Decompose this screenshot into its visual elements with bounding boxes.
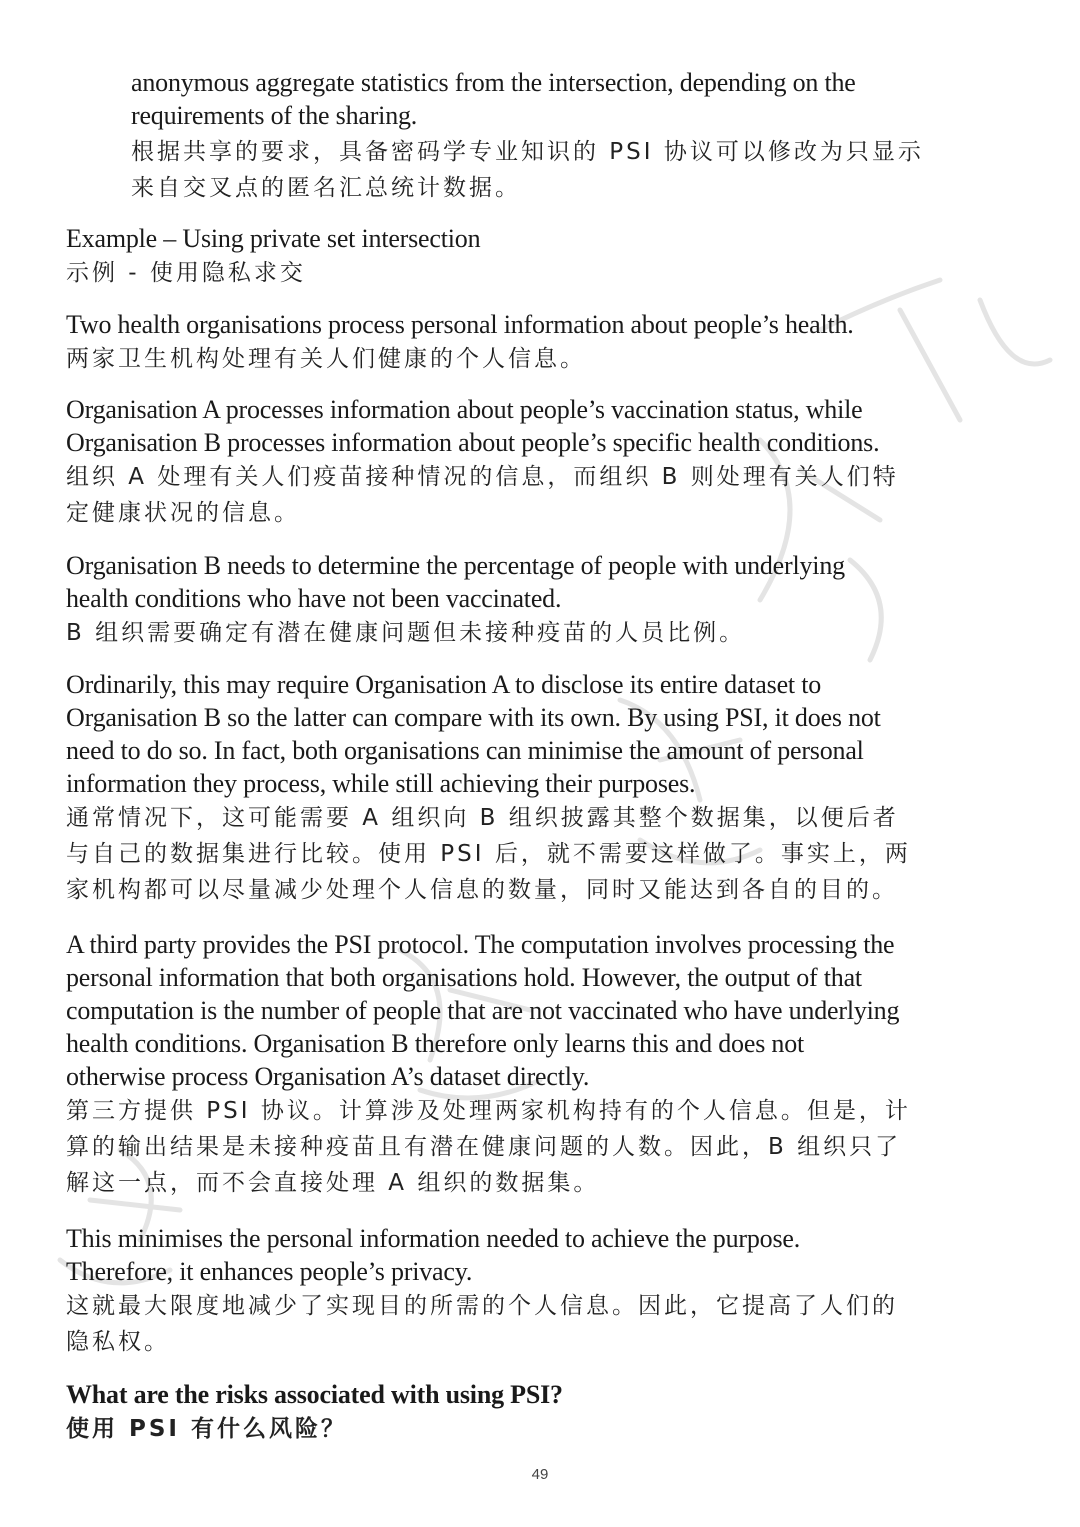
section-heading-english: What are the risks associated with using PSI? xyxy=(66,1380,563,1409)
paragraph-5 xyxy=(66,668,1026,908)
paragraph-2 xyxy=(66,308,1026,377)
page-number: 49 xyxy=(531,1466,549,1483)
paragraph-0-chinese: 根据共享的要求，具备密码学专业知识的 PSI 协议可以修改为只显示 来自交叉点的匿名汇总统计数据。 xyxy=(131,139,924,201)
example-title-chinese: 示例 - 使用隐私求交 xyxy=(66,260,306,286)
paragraph-4-english: Organisation B needs to determine the percentage of people with underlying health conditions who have not been vaccinated. xyxy=(66,551,845,613)
paragraph-3-english: Organisation A processes information about people’s vaccination status, while Organisation B processes information about people’s specific health conditions. xyxy=(66,395,880,457)
section-heading xyxy=(66,1378,1026,1447)
paragraph-7-english: This minimises the personal information needed to achieve the purpose. Therefore, it enhances people’s privacy. xyxy=(66,1224,801,1286)
example-title-english: Example – Using private set intersection xyxy=(66,224,481,253)
paragraph-4-chinese: B 组织需要确定有潜在健康问题但未接种疫苗的人员比例。 xyxy=(66,620,746,646)
example-title xyxy=(66,222,1026,291)
paragraph-3 xyxy=(66,393,1026,531)
paragraph-3-chinese: 组织 A 处理有关人们疫苗接种情况的信息，而组织 B 则处理有关人们特 定健康状况的信息。 xyxy=(66,464,899,526)
section-heading-chinese: 使用 PSI 有什么风险？ xyxy=(66,1416,347,1442)
paragraph-5-chinese: 通常情况下，这可能需要 A 组织向 B 组织披露其整个数据集，以便后者 与自己的数据集进行比较。使用 PSI 后，就不需要这样做了。事实上，两 家机构都可以尽量减少处理个人信息的数量，同时又能达到各自的目的。 xyxy=(66,805,911,903)
paragraph-0-english: anonymous aggregate statistics from the intersection, depending on the requirements of the sharing. xyxy=(131,68,856,130)
paragraph-7 xyxy=(66,1222,1026,1360)
paragraph-0 xyxy=(131,66,1031,206)
paragraph-5-english: Ordinarily, this may require Organisation A to disclose its entire dataset to Organisation B so the latter can compare with its own. By using PSI, it does not need to do so. In fact, both organisations can minimise the amount of personal information they process, while still achieving their purposes. xyxy=(66,670,881,798)
paragraph-2-chinese: 两家卫生机构处理有关人们健康的个人信息。 xyxy=(66,346,586,372)
paragraph-2-english: Two health organisations process personal information about people’s health. xyxy=(66,310,854,339)
paragraph-6 xyxy=(66,928,1026,1201)
paragraph-6-chinese: 第三方提供 PSI 协议。计算涉及处理两家机构持有的个人信息。但是，计 算的输出结果是未接种疫苗且有潜在健康问题的人数。因此，B 组织只了 解这一点，而不会直接处理 A 组织的数据集。 xyxy=(66,1098,911,1196)
paragraph-4 xyxy=(66,549,1026,651)
paragraph-7-chinese: 这就最大限度地减少了实现目的所需的个人信息。因此，它提高了人们的 隐私权。 xyxy=(66,1293,898,1355)
paragraph-6-english: A third party provides the PSI protocol. The computation involves processing the personal information that both organisations hold. However, the output of that computation is the number of people that are not vaccinated who have underlying health conditions. Organisation B therefore only learns this and does not otherwise process Organisation A’s dataset directly. xyxy=(66,930,900,1091)
